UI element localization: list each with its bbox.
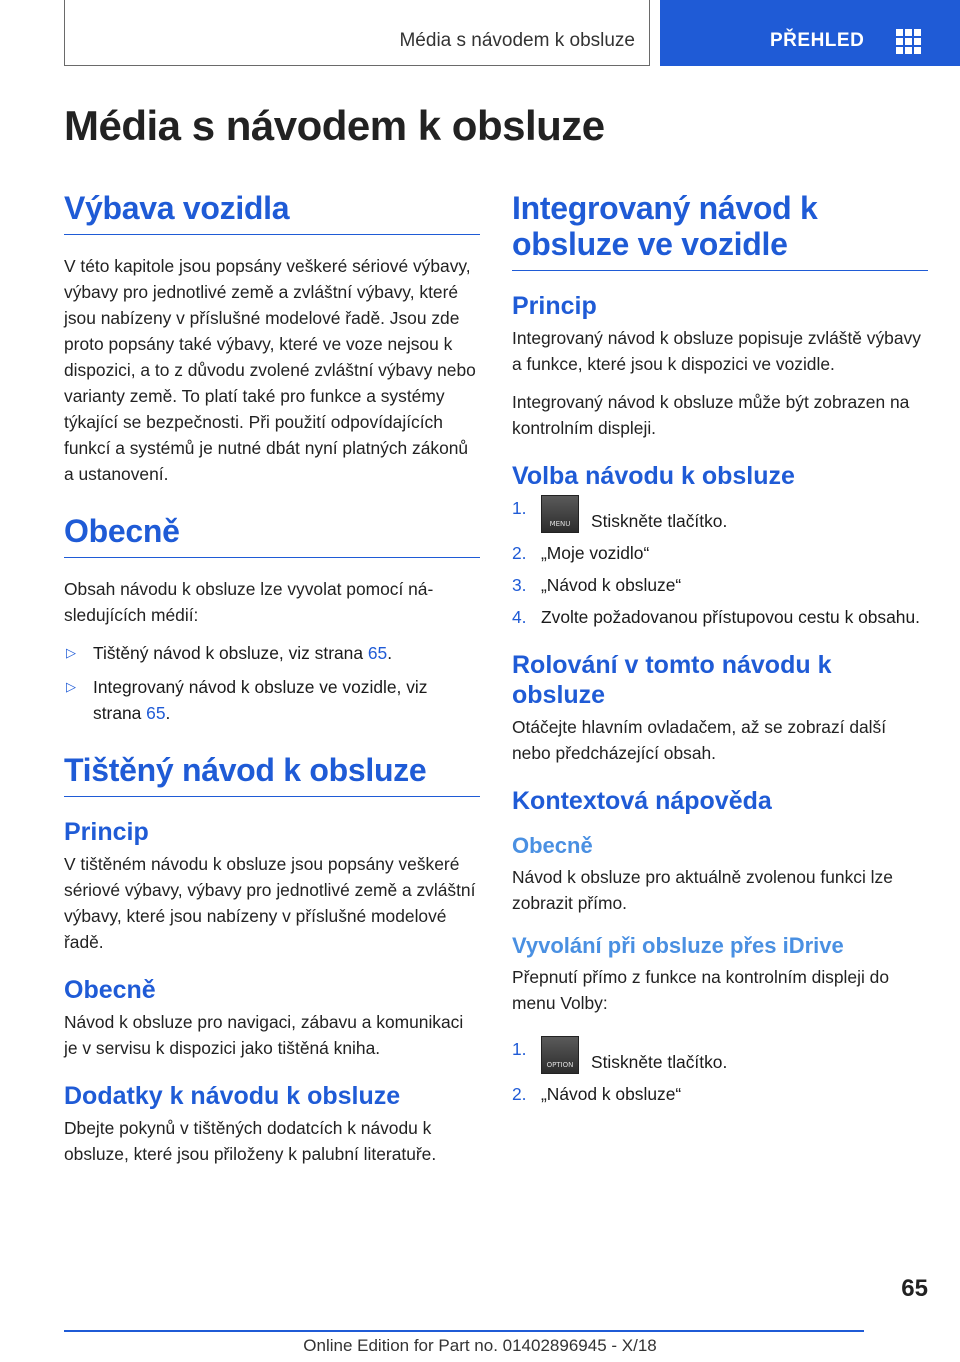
- heading-printed-manual: Tištěný návod k obsluze: [64, 752, 480, 797]
- triangle-bullet-icon: ▷: [66, 645, 76, 660]
- page-title: Média s návodem k obsluze: [64, 102, 605, 149]
- heading-selection: Volba návodu k obsluze: [512, 462, 795, 490]
- selection-steps: [512, 495, 928, 630]
- triangle-bullet-icon: ▷: [66, 679, 76, 694]
- right-column: [512, 190, 928, 1119]
- list-item: 4. Zvolte požadovanou přístupovou cestu k obsahu.: [512, 607, 920, 627]
- page-header: [64, 0, 960, 66]
- list-item: ▷ Integrovaný návod k obsluze ve vozidle, viz strana 65.: [64, 674, 480, 726]
- page-number: 65: [901, 1275, 928, 1302]
- overview-button[interactable]: [660, 0, 960, 66]
- heading-context-general: Obecně: [512, 833, 593, 858]
- principle-text: V tištěném návodu k obsluze jsou popsány veškeré sériové výbavy, výbavy pro jednotlivé země a zvláštní výbavy, které jsou nabízeny v příslušné modelové řadě.: [64, 854, 476, 952]
- list-item: 1. OPTION Stiskněte tlačítko.: [512, 1036, 928, 1075]
- scroll-text: Otáčejte hlavním ovladačem, až se zobrazí další nebo předcházející obsah.: [512, 717, 887, 763]
- left-column: [64, 190, 480, 1179]
- grid-icon: [896, 29, 921, 54]
- section-tab: [64, 0, 650, 66]
- heading-equipment: Výbava vozidla: [64, 190, 480, 235]
- principle-integrated-text-1: Integrovaný návod k obsluze popisuje zvláště výbavy a funkce, které jsou k dispozici ve vozidle.: [512, 328, 921, 374]
- heading-principle: Princip: [64, 818, 149, 846]
- menu-button-icon: MENU: [541, 495, 579, 533]
- heading-general: Obecně: [64, 513, 480, 558]
- general-text: Obsah návodu k obsluze lze vyvolat pomocí následujících médií:: [64, 579, 434, 625]
- general-printed-text: Návod k obsluze pro navigaci, zábavu a komunikaci je v servisu k dispozici jako tištěná kniha.: [64, 1012, 464, 1058]
- list-item: 2. „Návod k obsluze“: [512, 1084, 682, 1104]
- heading-context-help: Kontextová nápověda: [512, 787, 772, 815]
- page-link[interactable]: 65: [367, 643, 388, 663]
- idrive-steps: [512, 1036, 928, 1107]
- media-list: [64, 640, 480, 726]
- supplements-text: Dbejte pokynů v tištěných dodatcích k návodu k obsluze, které jsou přiloženy k palubní literatuře.: [64, 1118, 437, 1164]
- idrive-text: Přepnutí přímo z funkce na kontrolním displeji do menu Volby:: [512, 967, 889, 1013]
- list-item: ▷ Tištěný návod k obsluze, viz strana 65.: [64, 640, 480, 666]
- section-title: Média s návodem k obsluze: [399, 30, 635, 51]
- list-item: 2. „Moje vozidlo“: [512, 543, 650, 563]
- page-link[interactable]: 65: [146, 703, 166, 723]
- edition-footer: Online Edition for Part no. 01402896945 - X/18: [303, 1336, 657, 1355]
- overview-label: PŘEHLED: [770, 30, 865, 51]
- heading-scroll: Rolování v tomto návodu k obsluze: [512, 651, 832, 709]
- heading-integrated-manual: Integrovaný návod k obsluze ve vozidle: [512, 190, 928, 271]
- context-general-text: Návod k obsluze pro aktuálně zvolenou funkci lze zobrazit přímo.: [512, 867, 893, 913]
- heading-supplements: Dodatky k návodu k obsluze: [64, 1082, 401, 1110]
- footer-divider: [64, 1330, 864, 1332]
- equipment-text: V této kapitole jsou popsány veškeré sériové výbavy, výbavy pro jednotlivé země a zvláštní výbavy, které jsou nabízeny v příslušné modelové řadě. Jsou zde proto popsány také výbavy, které ve voze nejsou k dispozici, a to z důvodu zvolené zvláštní výbavy nebo varianty země. To platí také pro funkce a systémy týkající se bezpečnosti. Při použití odpovídajících funkcí a systémů je nutné dbát nyní platných zákonů a ustanovení.: [64, 256, 476, 484]
- heading-idrive: Vyvolání při obsluze přes iDrive: [512, 933, 844, 958]
- heading-general-printed: Obecně: [64, 976, 156, 1004]
- heading-principle-integrated: Princip: [512, 292, 597, 320]
- option-button-icon: OPTION: [541, 1036, 579, 1074]
- principle-integrated-text-2: Integrovaný návod k obsluze může být zobrazen na kontrolním displeji.: [512, 392, 910, 438]
- list-item: 1. MENU Stiskněte tlačítko.: [512, 495, 928, 534]
- list-item: 3. „Návod k obsluze“: [512, 575, 682, 595]
